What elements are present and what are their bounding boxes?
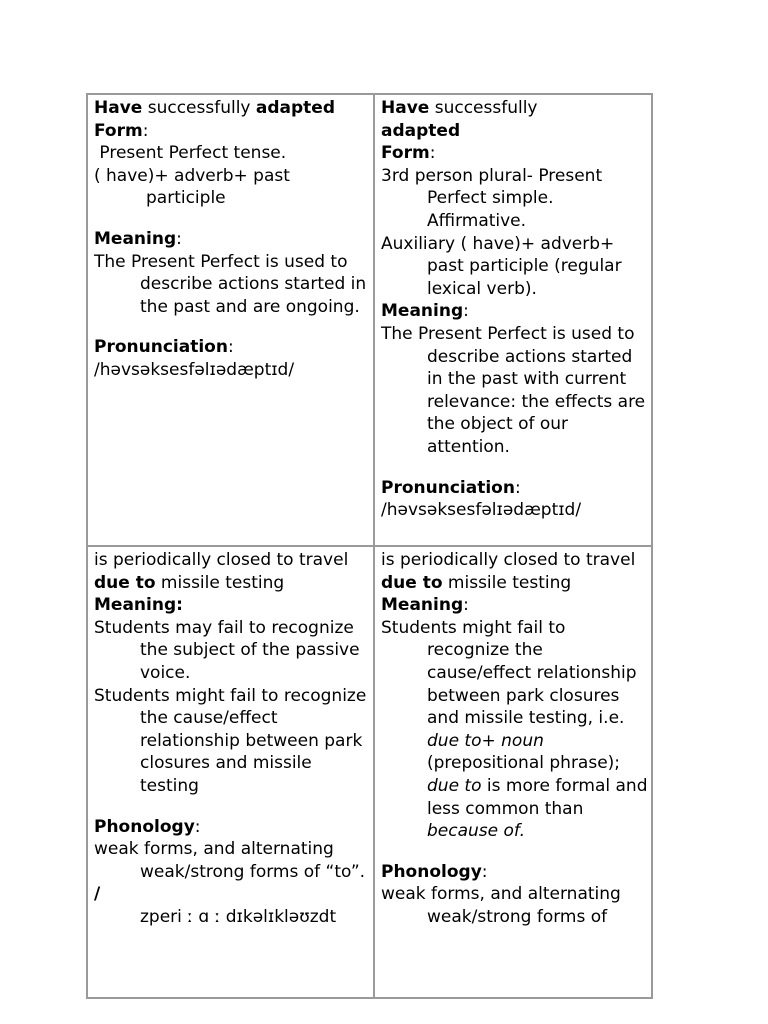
- meaning-label: Meaning:: [94, 228, 182, 249]
- form-text-2: Auxiliary ( have)+ adverb+ past participle (regular lexical verb).: [381, 233, 622, 299]
- ipa-slash: /: [94, 884, 101, 905]
- meaning-text: The Present Perfect is used to describe actions started in the past and are ongoing.: [94, 251, 367, 317]
- phonology-text: weak forms, and alternating weak/strong forms of: [381, 884, 621, 927]
- cell-have-adapted-left: [87, 94, 374, 546]
- meaning-label: Meaning:: [381, 301, 469, 322]
- meaning-text: Students might fail to recognize the cause/effect relationship between park closures and missile testing, i.e. due to+ noun (prepositional phrase); due to is more formal and less common than because of.: [381, 617, 648, 842]
- form-text-1: Present Perfect tense.: [94, 143, 287, 164]
- meaning-text-1: Students may fail to recognize the subject of the passive voice.: [94, 617, 360, 683]
- form-label: Form:: [94, 120, 149, 141]
- pronunciation-text: /hǝvsǝksesfǝlɪǝdæptɪd/: [381, 500, 582, 521]
- phonology-label: Phonology:: [381, 861, 488, 882]
- pronunciation-text: /hǝvsǝksesfǝlɪǝdæptɪd/: [94, 359, 295, 380]
- heading: Have successfully adapted: [94, 98, 335, 118]
- cell-periodically-closed-right: [374, 546, 652, 998]
- form-text-1: 3rd person plural- Present Perfect simple. Affirmative.: [381, 165, 603, 231]
- heading-2: adapted: [381, 120, 461, 141]
- meaning-text-2: Students might fail to recognize the cause/effect relationship between park closures and missile testing: [94, 685, 367, 796]
- pronunciation-label: Pronunciation:: [381, 477, 521, 498]
- meaning-text: The Present Perfect is used to describe actions started in the past with current relevance: the effects are the object of our attention.: [381, 323, 646, 457]
- cell-have-adapted-right: [374, 94, 652, 546]
- table-row: [87, 94, 652, 546]
- heading: Have successfully: [381, 98, 538, 118]
- form-label: Form:: [381, 143, 436, 164]
- meaning-label: Meaning:: [94, 595, 183, 616]
- meaning-label: Meaning:: [381, 595, 469, 616]
- sentence: is periodically closed to travel due to missile testing: [381, 550, 636, 593]
- ipa-text: zperi ː ɑ ː dɪkǝlɪklǝʊzdt: [140, 906, 337, 927]
- sentence: is periodically closed to travel due to missile testing: [94, 550, 349, 593]
- table-row: [87, 546, 652, 998]
- pronunciation-label: Pronunciation:: [94, 337, 234, 358]
- lesson-table: [86, 93, 653, 999]
- form-text-2: ( have)+ adverb+ past participle: [94, 165, 290, 209]
- phonology-label: Phonology:: [94, 816, 201, 837]
- cell-periodically-closed-left: [87, 546, 374, 998]
- phonology-text: weak forms, and alternating weak/strong forms of “to”.: [94, 839, 366, 882]
